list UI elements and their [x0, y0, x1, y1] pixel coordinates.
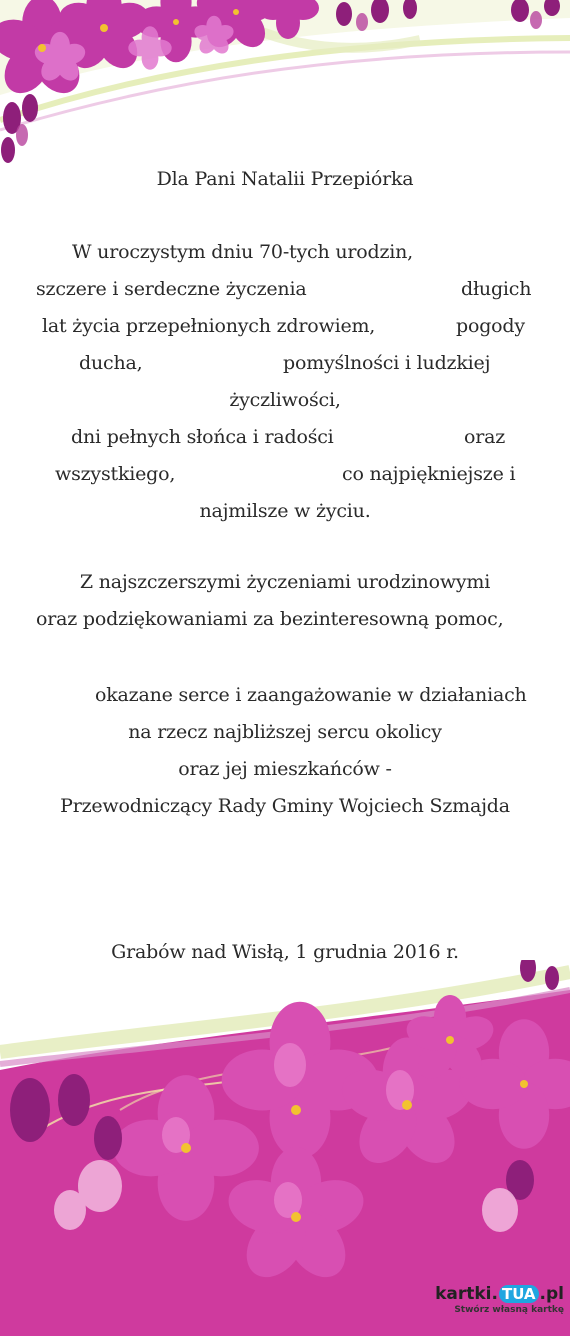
wishes-line-6b: oraz	[464, 426, 506, 448]
wishes-line-3b: pogody	[456, 315, 525, 337]
wishes-line-3a: lat życia przepełnionych zdrowiem,	[42, 315, 376, 337]
wishes-line-4a: ducha,	[79, 352, 143, 374]
wishes-line-2b: długich	[461, 278, 532, 300]
bottom-lilac-decoration	[0, 960, 570, 1336]
thanks-line-1: Z najszczerszymi życzeniami urodzinowymi	[79, 571, 491, 593]
logo-name-mid: TUA	[499, 1285, 539, 1303]
wishes-line-7a: wszystkiego,	[55, 463, 176, 485]
thanks-line-5: oraz jej mieszkańców -	[178, 758, 392, 780]
wishes-line-7b: co najpiękniejsze i	[342, 463, 516, 485]
logo-name-left: kartki.	[435, 1284, 498, 1304]
wishes-line-8: najmilsze w życiu.	[199, 500, 371, 522]
wishes-line-5: życzliwości,	[229, 389, 341, 411]
greeting-line: Dla Pani Natalii Przepiórka	[156, 168, 414, 190]
wishes-line-2a: szczere i serdeczne życzenia	[36, 278, 307, 300]
wishes-line-6a: dni pełnych słońca i radości	[71, 426, 334, 448]
thanks-line-3: okazane serce i zaangażowanie w działaniach	[95, 684, 527, 706]
logo-tagline: Stwórz własną kartkę	[454, 1305, 564, 1315]
kartki-logo[interactable]	[435, 1284, 564, 1320]
logo-wordmark	[435, 1284, 564, 1304]
signature-line: Przewodniczący Rady Gminy Wojciech Szmajda	[60, 795, 510, 817]
wishes-line-1: W uroczystym dniu 70-tych urodzin,	[72, 241, 414, 263]
thanks-line-2: oraz podziękowaniami za bezinteresowną pomoc,	[36, 608, 504, 630]
thanks-line-4: na rzecz najbliższej sercu okolicy	[128, 721, 442, 743]
logo-name-right: .pl	[539, 1284, 564, 1304]
wishes-line-4b: pomyślności i ludzkiej	[283, 352, 491, 374]
place-date: Grabów nad Wisłą, 1 grudnia 2016 r.	[111, 941, 459, 963]
